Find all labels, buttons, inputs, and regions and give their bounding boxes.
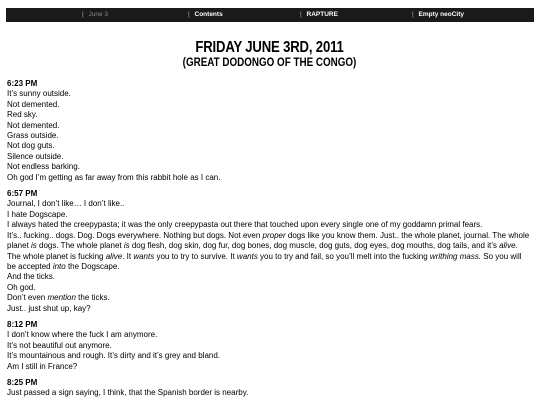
entry-line: I hate Dogscape. [7, 209, 68, 219]
nav-item-empty-neocity[interactable] [412, 8, 464, 22]
entry-line: Not demented. [7, 120, 60, 130]
journal-content [7, 40, 532, 405]
entry-timestamp: 8:12 PM [7, 319, 38, 329]
nav-separator: | [300, 11, 302, 18]
entry-line: Not demented. [7, 99, 60, 109]
entry-line: It’s not beautiful out anymore. [7, 340, 112, 350]
nav-item-rapture[interactable] [300, 8, 338, 22]
entry-timestamp: 6:57 PM [7, 189, 38, 199]
journal-entries [7, 79, 532, 399]
journal-entry [7, 378, 532, 399]
entry-line: Journal, I don’t like… I don’t like.. [7, 199, 125, 209]
entry-line: Oh god I’m getting as far away from this rabbit hole as I can. [7, 172, 221, 182]
nav-link-june-3[interactable]: June 3 [88, 11, 109, 18]
entry-line: Silence outside. [7, 151, 64, 161]
entry-line: Not endless barking. [7, 162, 80, 172]
journal-entry [7, 189, 532, 314]
entry-timestamp: 8:25 PM [7, 377, 38, 387]
nav-item-contents[interactable] [188, 8, 223, 22]
entry-line: It’s sunny outside. [7, 89, 71, 99]
entry-line: Oh god. [7, 282, 36, 292]
entry-line: I don’t know where the fuck I am anymore. [7, 330, 158, 340]
nav-item-june-3[interactable] [82, 8, 108, 22]
entry-timestamp: 6:23 PM [7, 79, 38, 88]
entry-line: Am I still in France? [7, 361, 78, 371]
entry-line: Just.. just shut up, kay? [7, 303, 91, 313]
entry-line: Don’t even mention the ticks. [7, 293, 110, 303]
page-title: FRIDAY JUNE 3RD, 2011 [195, 39, 344, 56]
entry-line: Red sky. [7, 110, 38, 120]
entry-line: It’s.. fucking.. dogs. Dog. Dogs everywhere. Nothing but dogs. Not even proper dogs like you know them. Just.. the whole planet, journal. The whole planet is dogs. The whole planet is dog flesh, dog skin, dog fur, dog bones, dog muscle, dog guts, dog eyes, dog mouths, dog tails, and it’s alive. The whole planet is fucking alive. It wants you to try to survive. It wants you to try and fail, so you’ll melt into the fucking writhing mass. So you will be accepted into the Dogscape. [7, 230, 530, 271]
page-subtitle: (GREAT DODONGO OF THE CONGO) [182, 55, 357, 69]
entry-line: I always hated the creepypasta; it was the only creepypasta out there that touched upon every single one of my goddamn primal fears. [7, 220, 483, 230]
entry-line: And the ticks. [7, 272, 56, 282]
entry-line: Just passed a sign saying, I think, that the Spanish border is nearby. [7, 388, 249, 398]
nav-link-contents[interactable]: Contents [194, 11, 223, 18]
nav-separator: | [82, 11, 84, 18]
nav-link-empty-neocity[interactable]: Empty neoCity [418, 11, 465, 18]
journal-entry [7, 79, 532, 183]
entry-line: Not dog guts. [7, 141, 55, 151]
nav-link-rapture[interactable]: RAPTURE [306, 11, 338, 18]
entry-line: It’s mountainous and rough. It’s dirty and it’s grey and bland. [7, 351, 221, 361]
top-nav-bar [6, 8, 534, 22]
journal-entry [7, 320, 532, 372]
nav-separator: | [412, 11, 414, 18]
entry-line: Grass outside. [7, 131, 59, 141]
nav-separator: | [188, 11, 190, 18]
